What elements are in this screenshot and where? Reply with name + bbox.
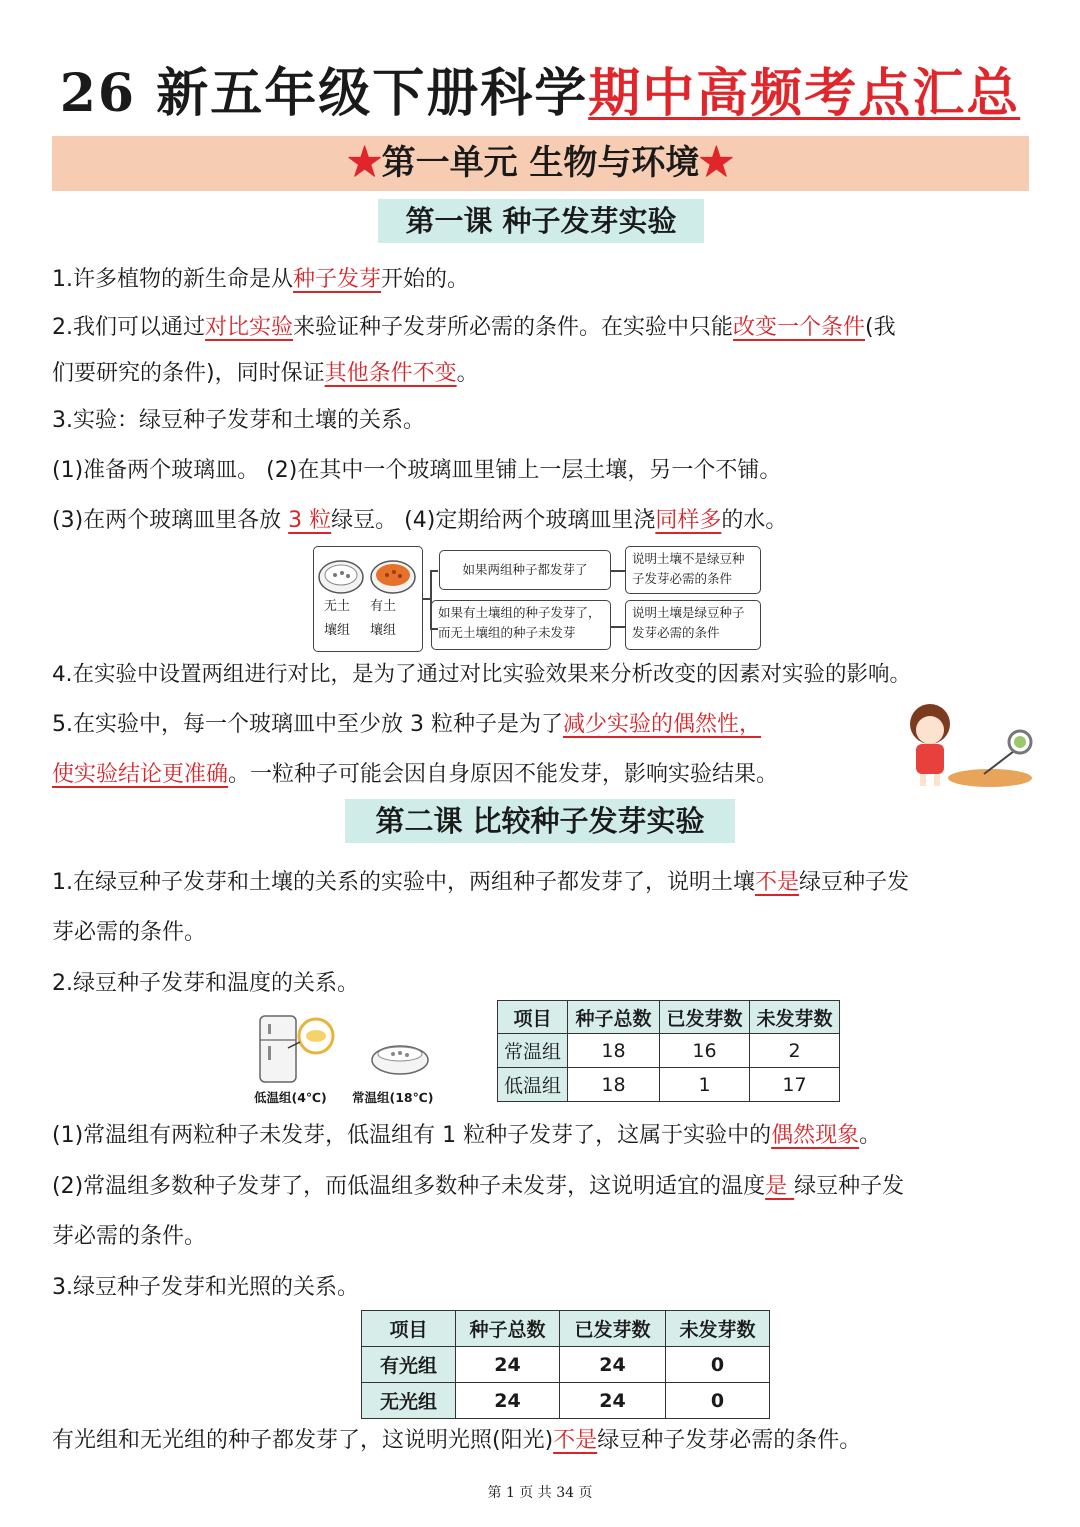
l2-point-2c: 芽必需的条件。 [52,1224,207,1249]
temperature-table: 项目 种子总数 已发芽数 未发芽数 常温组 18 16 2 低温组 18 1 17 [497,1000,840,1102]
l2-point-2a: (1)常温组有两粒种子未发芽，低温组有 1 粒种子发芽了，这属于实验中的偶然现象。 [52,1123,882,1148]
l1-point-3a: (1)准备两个玻璃皿。 (2)在其中一个玻璃皿里铺上一层土壤，另一个不铺。 [52,458,782,483]
table-row: 有光组 24 24 0 [362,1347,770,1383]
fridge-bowl-illustration [250,1010,440,1090]
l1-point-3: 3.实验：绿豆种子发芽和土壤的关系。 [52,408,425,433]
lesson1-heading: 第一课 种子发芽实验 [378,199,704,243]
condition-box-1: 如果两组种子都发芽了 [439,550,611,590]
l2-point-2: 2.绿豆种子发芽和温度的关系。 [52,971,359,996]
page-footer: 第 1 页 共 34 页 [487,1485,593,1501]
title-prefix: 26 新五年级下册科学 [59,63,589,124]
light-table: 项目 种子总数 已发芽数 未发芽数 有光组 24 24 0 无光组 24 24 0 [361,1310,770,1419]
bowl-label: 常温组(18℃) [352,1090,434,1105]
l1-point-2a: 2.我们可以通过对比实验来验证种子发芽所必需的条件。在实验中只能改变一个条件(我 [52,315,896,340]
unit-heading [52,136,1029,191]
l2-point-3: 3.绿豆种子发芽和光照的关系。 [52,1275,359,1300]
table-row: 无光组 24 24 0 [362,1383,770,1419]
l1-point-3b: (3)在两个玻璃皿里各放 3 粒绿豆。 (4)定期给两个玻璃皿里浇同样多的水。 [52,508,788,533]
lesson2-heading: 第二课 比较种子发芽实验 [345,799,735,843]
girl-illustration [900,700,1035,790]
l1-point-2b: 们要研究的条件)，同时保证其他条件不变。 [52,361,479,386]
star-right-icon: ★ [699,143,734,183]
l2-point-1b: 芽必需的条件。 [52,920,207,945]
dish-box: 无土 壤组 有土 壤组 [313,546,423,652]
result-box-1: 说明土壤不是绿豆种 子发芽必需的条件 [625,546,761,594]
l1-point-5b: 使实验结论更准确。一粒种子可能会因自身原因不能发芽，影响实验结果。 [52,762,779,787]
table-row: 常温组 18 16 2 [498,1034,840,1068]
page-title [0,58,1080,130]
soil-experiment-diagram [313,546,763,652]
table-row: 低温组 18 1 17 [498,1068,840,1102]
fridge-label: 低温组(4℃) [254,1090,327,1105]
l1-point-1: 1.许多植物的新生命是从种子发芽开始的。 [52,267,470,292]
star-left-icon: ★ [347,143,382,183]
result-box-2: 说明土壤是绿豆种子 发芽必需的条件 [625,600,761,650]
title-highlight: 期中高频考点汇总 [588,63,1021,124]
l1-point-4: 4.在实验中设置两组进行对比，是为了通过对比实验效果来分析改变的因素对实验的影响。 [52,662,912,687]
l2-point-2b: (2)常温组多数种子发芽了，而低温组多数种子未发芽，这说明适宜的温度是 绿豆种子发 [52,1174,905,1199]
l2-point-1a: 1.在绿豆种子发芽和土壤的关系的实验中，两组种子都发芽了，说明土壤不是绿豆种子发 [52,870,910,895]
condition-box-2: 如果有土壤组的种子发芽了， 而无土壤组的种子未发芽 [431,600,611,650]
l1-point-5a: 5.在实验中，每一个玻璃皿中至少放 3 粒种子是为了减少实验的偶然性， [52,712,761,737]
l2-point-3a: 有光组和无光组的种子都发芽了，这说明光照(阳光)不是绿豆种子发芽必需的条件。 [52,1428,862,1453]
unit-label: 第一单元 生物与环境 [381,143,700,183]
